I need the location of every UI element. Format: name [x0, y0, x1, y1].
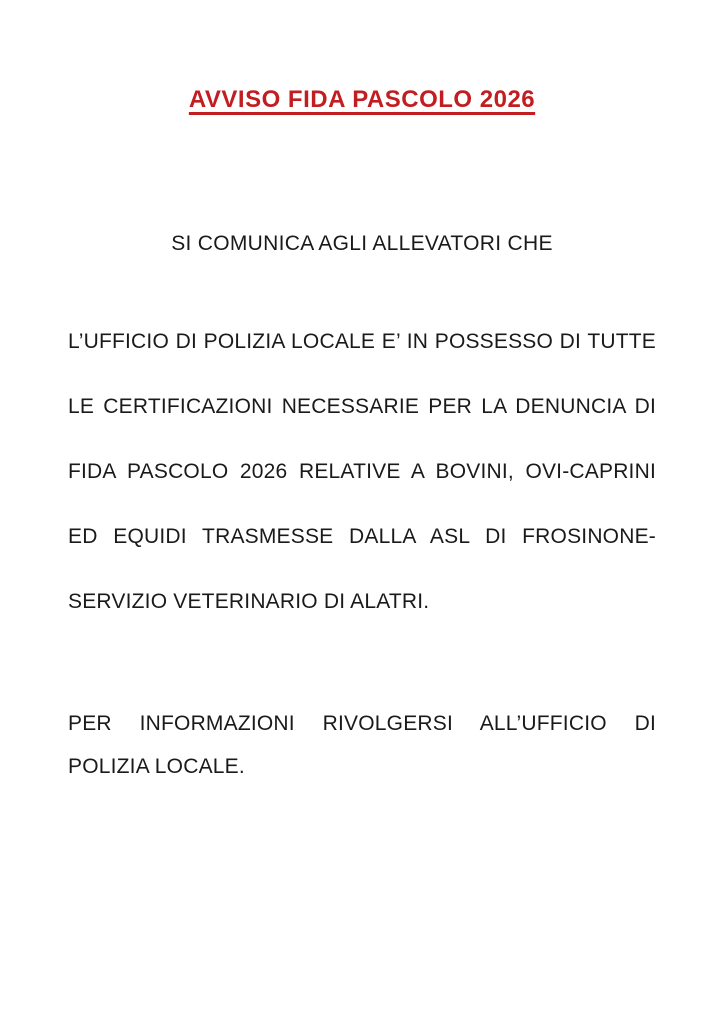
- paragraph-line: LE CERTIFICAZIONI NECESSARIE PER LA DENUNCIA DI: [68, 395, 656, 418]
- paragraph-line: ED EQUIDI TRASMESSE DALLA ASL DI FROSINONE-: [68, 525, 656, 548]
- notice-intro-line: SI COMUNICA AGLI ALLEVATORI CHE: [171, 232, 553, 255]
- notice-body-paragraph: [68, 309, 656, 634]
- paragraph-line: POLIZIA LOCALE.: [68, 755, 245, 778]
- notice-title: AVVISO FIDA PASCOLO 2026: [188, 86, 536, 113]
- paragraph-line: PER INFORMAZIONI RIVOLGERSI ALL’UFFICIO DI: [68, 712, 656, 735]
- paragraph-line: L’UFFICIO DI POLIZIA LOCALE E’ IN POSSESSO DI TUTTE: [68, 330, 656, 353]
- paragraph-line: SERVIZIO VETERINARIO DI ALATRI.: [68, 590, 430, 613]
- notice-footer-paragraph: [68, 702, 656, 788]
- paragraph-line: FIDA PASCOLO 2026 RELATIVE A BOVINI, OVI-CAPRINI: [68, 460, 656, 483]
